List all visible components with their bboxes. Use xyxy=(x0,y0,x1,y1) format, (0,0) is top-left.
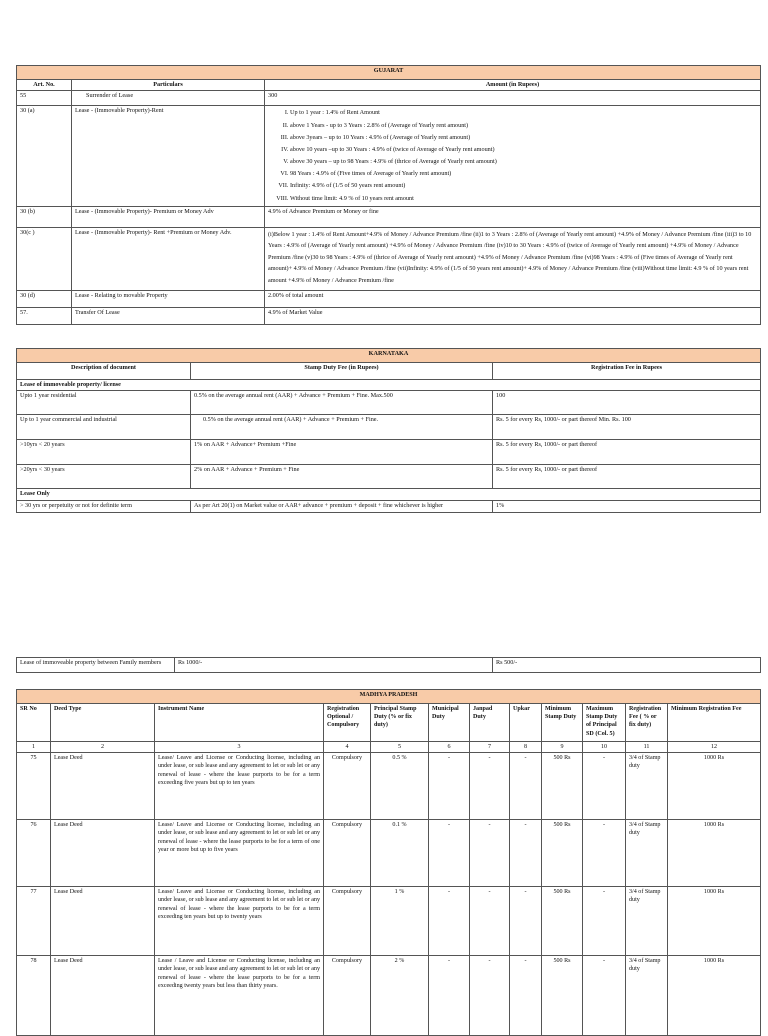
reg-fee: 3/4 of Stamp duty xyxy=(626,956,668,1036)
mp-header-max-stamp: Maximum Stamp Duty of Principal SD (Col. 5) xyxy=(583,704,626,742)
min-stamp: 500 Rs xyxy=(542,887,583,956)
deed-type: Lease Deed xyxy=(51,887,155,956)
table-row xyxy=(17,391,761,415)
column-number: 1 xyxy=(17,742,51,753)
list-item: II. above 1 Years - up to 3 Years : 2.8% of (Average of Yearly rent amount) xyxy=(290,120,757,132)
art-no: 30(c ) xyxy=(17,227,72,290)
gujarat-title: GUJARAT xyxy=(17,66,761,80)
min-reg-fee: 1000 Rs xyxy=(668,820,761,887)
principal-duty: 1 % xyxy=(371,887,429,956)
column-number: 11 xyxy=(626,742,668,753)
mp-header-instrument: Instrument Name xyxy=(155,704,324,742)
table-row xyxy=(17,106,761,207)
table-row xyxy=(17,415,761,440)
karnataka-header-description: Description of document xyxy=(17,363,191,380)
gujarat-header-particulars: Particulars xyxy=(72,80,265,91)
mp-header-registration: Registration Optional / Compulsory xyxy=(324,704,371,742)
stamp-duty: 2% on AAR + Advance + Premium + Fine xyxy=(191,465,493,489)
column-number: 7 xyxy=(470,742,510,753)
mp-header-min-stamp: Minimum Stamp Duty xyxy=(542,704,583,742)
particulars: Transfer Of Lease xyxy=(72,307,265,324)
list-item: III. above 3years – up to 10 Years : 4.9% of (Average of Yearly rent amount) xyxy=(290,132,757,144)
particulars: Lease - (Immovable Property)-Rent xyxy=(72,106,265,207)
reg-fee: 3/4 of Stamp duty xyxy=(626,820,668,887)
amount-list xyxy=(265,106,761,207)
table-row xyxy=(17,91,761,106)
registration-fee: Rs. 5 for every Rs, 1000/- or part thereof Min. Rs. 100 xyxy=(493,415,761,440)
table-row xyxy=(17,290,761,307)
min-stamp: 500 Rs xyxy=(542,753,583,820)
table-row xyxy=(17,440,761,465)
particulars: Lease - Relating to movable Property xyxy=(72,290,265,307)
mp-header-min-reg: Minimum Registration Fee xyxy=(668,704,761,742)
upkar: - xyxy=(510,956,542,1036)
table-row xyxy=(17,465,761,489)
max-stamp: - xyxy=(583,887,626,956)
section-heading: Lease Only xyxy=(17,489,761,500)
karnataka-title: KARNATAKA xyxy=(17,349,761,363)
min-reg-fee: 1000 Rs xyxy=(668,753,761,820)
amount: 4.9% of Advance Premium or Money or fine xyxy=(265,206,761,227)
min-stamp: 500 Rs xyxy=(542,956,583,1036)
list-item: IV. above 10 years –up to 30 Years : 4.9% of (twice of Average of Yearly rent amount) xyxy=(290,144,757,156)
janpad-duty: - xyxy=(470,753,510,820)
column-number: 5 xyxy=(371,742,429,753)
art-no: 30 (a) xyxy=(17,106,72,207)
table-row xyxy=(17,500,761,512)
registration-fee: Rs. 5 for every Rs, 1000/- or part thereof xyxy=(493,440,761,465)
stamp-duty: 1% on AAR + Advance+ Premium +Fine xyxy=(191,440,493,465)
sr-no: 78 xyxy=(17,956,51,1036)
deed-type: Lease Deed xyxy=(51,820,155,887)
instrument-name: Lease/ Leave and License or Conducting license, including an under lease, or sub lease and any agreement to let or sub let or any renewal of lease - where the lease purports to be for a term of one year or more but up to five years xyxy=(155,820,324,887)
karnataka-header-registration: Registration Fee in Rupees xyxy=(493,363,761,380)
list-item: VIII. Without time limit: 4.9 % of 10 years rent amount xyxy=(290,193,757,205)
municipal-duty: - xyxy=(429,887,470,956)
max-stamp: - xyxy=(583,753,626,820)
principal-duty: 2 % xyxy=(371,956,429,1036)
registration-fee: Rs. 5 for every Rs, 1000/- or part thereof xyxy=(493,465,761,489)
upkar: - xyxy=(510,753,542,820)
min-reg-fee: 1000 Rs xyxy=(668,956,761,1036)
mp-header-municipal: Municipal Duty xyxy=(429,704,470,742)
registration: Compulsory xyxy=(324,753,371,820)
description: > 30 yrs or perpetuity or not for definite term xyxy=(17,500,191,512)
municipal-duty: - xyxy=(429,956,470,1036)
max-stamp: - xyxy=(583,956,626,1036)
stamp-duty: 0.5% on the average annual rent (AAR) + Advance + Premium + Fine. Max.500 xyxy=(191,391,493,415)
registration-fee: 100 xyxy=(493,391,761,415)
column-number: 4 xyxy=(324,742,371,753)
column-number: 9 xyxy=(542,742,583,753)
particulars: Lease - (Immovable Property)- Rent +Premium or Money Adv. xyxy=(72,227,265,290)
table-row xyxy=(17,227,761,290)
description: >10yrs < 20 years xyxy=(17,440,191,465)
municipal-duty: - xyxy=(429,820,470,887)
janpad-duty: - xyxy=(470,887,510,956)
mp-header-upkar: Upkar xyxy=(510,704,542,742)
art-no: 55 xyxy=(17,91,72,106)
art-no: 30 (d) xyxy=(17,290,72,307)
upkar: - xyxy=(510,887,542,956)
particulars: Lease - (Immovable Property)- Premium or Money Adv xyxy=(72,206,265,227)
art-no: 57. xyxy=(17,307,72,324)
registration-fee: 1% xyxy=(493,500,761,512)
list-item: VI. 98 Years : 4.9% of (Five times of Average of Yearly rent amount) xyxy=(290,168,757,180)
stamp-duty: As per Art 20(1) on Market value or AAR+ advance + premium + deposit + fine whichever is higher xyxy=(191,500,493,512)
gujarat-table xyxy=(16,65,761,325)
list-item: V. above 30 years – up to 98 Years : 4.9% of (thrice of Average of Yearly rent amount) xyxy=(290,156,757,168)
list-item: I. Up to 1 year : 1.4% of Rent Amount xyxy=(290,107,757,119)
mp-header-principal: Principal Stamp Duty (% or fix duty) xyxy=(371,704,429,742)
principal-duty: 0.1 % xyxy=(371,820,429,887)
reg-fee: 3/4 of Stamp duty xyxy=(626,887,668,956)
min-reg-fee: 1000 Rs xyxy=(668,887,761,956)
amount: 2.00% of total amount xyxy=(265,290,761,307)
description: Lease of immoveable property between Family members xyxy=(17,658,175,673)
description: Up to 1 year commercial and industrial xyxy=(17,415,191,440)
column-number: 3 xyxy=(155,742,324,753)
mp-title: MADHYA PRADESH xyxy=(17,690,761,704)
karnataka-table xyxy=(16,348,761,513)
gujarat-header-art: Art. No. xyxy=(17,80,72,91)
table-row xyxy=(17,753,761,820)
amount: 4.9% of Market Value xyxy=(265,307,761,324)
column-number: 12 xyxy=(668,742,761,753)
table-row xyxy=(17,206,761,227)
stamp-duty: 0.5% on the average annual rent (AAR) + Advance + Premium + Fine. xyxy=(191,415,493,440)
instrument-name: Lease / Leave and License or Conducting license, including an under lease, or sub lease and any agreement to let or sub let or any renewal of lease - where the lease purports to be for a term exceeding twenty years but less than thirty years. xyxy=(155,956,324,1036)
description: >20yrs < 30 years xyxy=(17,465,191,489)
amount: (i)Below 1 year : 1.4% of Rent Amount+4.9% of Money / Advance Premium /fine (ii)1 to 3 Years : 2.8% of (Average of Yearly rent amount) +4.9% of Money / Advance Premium /fine (iii)3 to 10 Years : 4.9% of (Average of Yearly rent amount) +4.9% of Money / Advance Premium /fine (iv)10 to 30 Years : 4.9% of (twice of Average of Yearly rent amount) +4.9% of Money / Advance Premium /fine (v)30 to 98 Years : 4.9% of (thrice of Average of Yearly rent amount) +4.9% of Money / Advance Premium /fine (vi)98 Years : 4.9% of (Five times of Average of Yearly rent amount)+ 4.9% of Money / Advance Premium /fine (vii)Infinity: 4.9% of (1/5 of 50 years rent amount)+ 4.9% of Money / Advance Premium /fine (viii)Without time limit: 4.9 % of 10 years rent amount +4.9% of Money / Advance Premium /fine xyxy=(265,227,761,290)
deed-type: Lease Deed xyxy=(51,956,155,1036)
description: Upto 1 year residential xyxy=(17,391,191,415)
municipal-duty: - xyxy=(429,753,470,820)
deed-type: Lease Deed xyxy=(51,753,155,820)
reg-fee: 3/4 of Stamp duty xyxy=(626,753,668,820)
stamp-duty: Rs 1000/- xyxy=(175,658,493,673)
mp-header-deed: Deed Type xyxy=(51,704,155,742)
janpad-duty: - xyxy=(470,820,510,887)
mp-header-janpad: Janpad Duty xyxy=(470,704,510,742)
table-row xyxy=(17,658,761,673)
family-lease-table xyxy=(16,657,761,673)
mp-header-reg-fee: Registration Fee ( % or fix duty) xyxy=(626,704,668,742)
registration-fee: Rs 500/- xyxy=(493,658,761,673)
column-number: 6 xyxy=(429,742,470,753)
mp-header-sr: SR No xyxy=(17,704,51,742)
table-row xyxy=(17,820,761,887)
principal-duty: 0.5 % xyxy=(371,753,429,820)
list-item: VII. Infinity: 4.9% of (1/5 of 50 years rent amount) xyxy=(290,180,757,192)
section-heading: Lease of immoveable property/ license xyxy=(17,380,761,391)
instrument-name: Lease/ Leave and License or Conducting license, including an under lease, or sub lease and any agreement to let or sub let or any renewal of lease - where the lease purports to be for a term exceeding ten years but up to twenty years xyxy=(155,887,324,956)
art-no: 30 (b) xyxy=(17,206,72,227)
min-stamp: 500 Rs xyxy=(542,820,583,887)
janpad-duty: - xyxy=(470,956,510,1036)
particulars: Surrender of Lease xyxy=(72,91,265,106)
column-number: 10 xyxy=(583,742,626,753)
karnataka-header-stamp: Stamp Duty Fee (in Rupees) xyxy=(191,363,493,380)
instrument-name: Lease/ Leave and License or Conducting license, including an under lease, or sub lease and any agreement to let or sub let or any renewal of lease - where the lease purports to be for a term exceeding five years but up to ten years xyxy=(155,753,324,820)
madhya-pradesh-table xyxy=(16,689,761,1036)
sr-no: 75 xyxy=(17,753,51,820)
table-row xyxy=(17,887,761,956)
column-number: 2 xyxy=(51,742,155,753)
registration: Compulsory xyxy=(324,887,371,956)
amount: 300 xyxy=(265,91,761,106)
registration: Compulsory xyxy=(324,820,371,887)
registration: Compulsory xyxy=(324,956,371,1036)
gujarat-header-amount: Amount (in Rupees) xyxy=(265,80,761,91)
column-number: 8 xyxy=(510,742,542,753)
sr-no: 77 xyxy=(17,887,51,956)
max-stamp: - xyxy=(583,820,626,887)
sr-no: 76 xyxy=(17,820,51,887)
upkar: - xyxy=(510,820,542,887)
table-row xyxy=(17,307,761,324)
